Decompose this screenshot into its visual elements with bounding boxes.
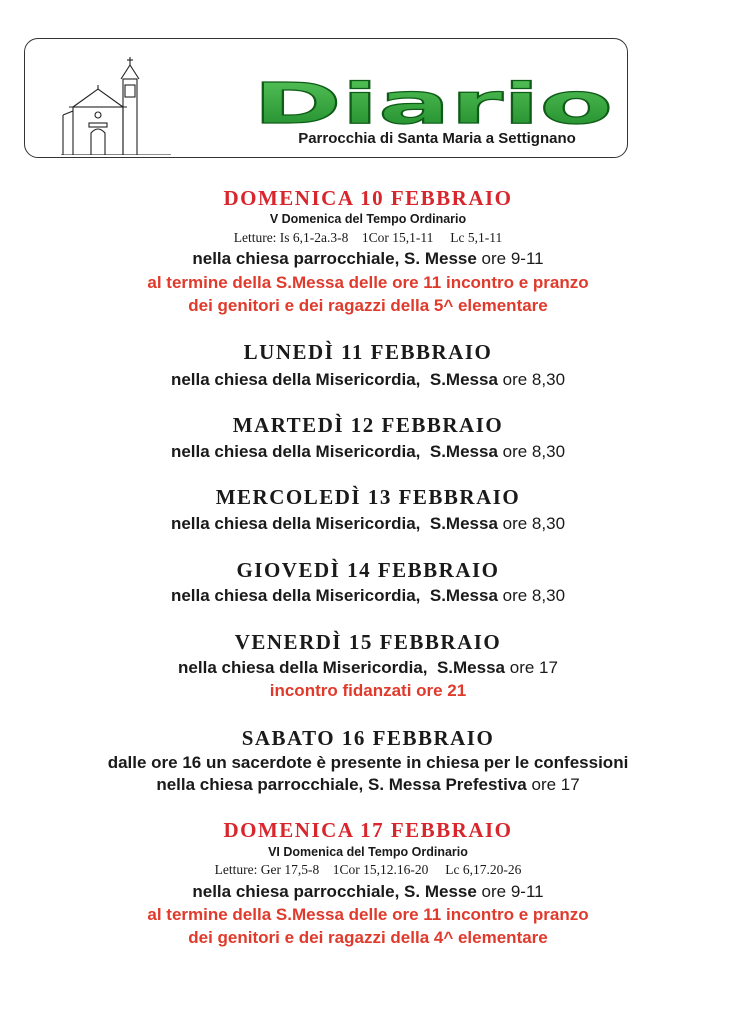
confession-line: dalle ore 16 un sacerdote è presente in chiesa per le confessioni bbox=[107, 753, 629, 772]
liturgy-label: V Domenica del Tempo Ordinario bbox=[269, 212, 467, 226]
reading-3: Lc 5,1-11 bbox=[450, 230, 503, 245]
note-line: al termine della S.Messa delle ore 11 incontro e pranzo bbox=[147, 905, 589, 924]
mass-time: ore 17 bbox=[531, 775, 580, 794]
mass-place: nella chiesa della Misericordia, bbox=[170, 586, 421, 605]
mass-time: ore 9-11 bbox=[481, 249, 544, 268]
mass-place: nella chiesa parrocchiale, S. Messe bbox=[192, 882, 477, 901]
mass-place: nella chiesa parrocchiale, S. Messe bbox=[192, 249, 477, 268]
note-line: al termine della S.Messa delle ore 11 incontro e pranzo bbox=[147, 273, 589, 292]
note-line: dei genitori e dei ragazzi della 4^ elementare bbox=[188, 928, 548, 947]
day-heading: LUNEDÌ 11 FEBBRAIO bbox=[243, 340, 493, 364]
note-line: dei genitori e dei ragazzi della 5^ elementare bbox=[188, 296, 548, 315]
mass-time: ore 17 bbox=[509, 658, 558, 677]
mass-place: nella chiesa della Misericordia, bbox=[170, 514, 421, 533]
mass-label: S.Messa bbox=[429, 514, 498, 533]
day-heading: DOMENICA 17 FEBBRAIO bbox=[223, 818, 513, 842]
header-box bbox=[24, 38, 628, 158]
mass-label: S.Messa bbox=[436, 658, 505, 677]
mass-line bbox=[0, 370, 736, 390]
mass-line bbox=[0, 442, 736, 462]
mass-time: ore 8,30 bbox=[502, 586, 566, 605]
mass-label: S.Messa bbox=[429, 586, 498, 605]
mass-line bbox=[0, 586, 736, 606]
mass-time: ore 9-11 bbox=[481, 882, 544, 901]
day-heading: GIOVEDÌ 14 FEBBRAIO bbox=[236, 558, 500, 582]
mass-time: ore 8,30 bbox=[502, 442, 566, 461]
day-heading: VENERDÌ 15 FEBBRAIO bbox=[234, 630, 502, 654]
liturgy-label: VI Domenica del Tempo Ordinario bbox=[268, 845, 468, 859]
reading-2: 1Cor 15,1-11 bbox=[361, 230, 434, 245]
mass-place: nella chiesa della Misericordia, bbox=[178, 658, 428, 677]
mass-time: ore 8,30 bbox=[502, 514, 566, 533]
reading-1: Letture: Is 6,1-2a.3-8 bbox=[233, 230, 349, 245]
mass-label: S.Messa bbox=[429, 442, 498, 461]
mass-place: nella chiesa parrocchiale, S. Messa Prefestiva bbox=[156, 775, 527, 794]
mass-line bbox=[0, 658, 736, 678]
mass-label: S.Messa bbox=[429, 370, 498, 389]
mass-line bbox=[0, 514, 736, 534]
mass-place: nella chiesa della Misericordia, bbox=[170, 442, 421, 461]
reading-2: 1Cor 15,12.16-20 bbox=[332, 862, 429, 877]
title-text: Diario bbox=[253, 79, 613, 137]
reading-1: Letture: Ger 17,5-8 bbox=[214, 862, 320, 877]
readings-line bbox=[0, 862, 736, 878]
mass-line bbox=[0, 775, 736, 795]
parish-subtitle: Parrocchia di Santa Maria a Settignano bbox=[298, 130, 576, 147]
mass-line bbox=[0, 882, 736, 902]
day-heading: SABATO 16 FEBBRAIO bbox=[241, 726, 495, 750]
note-line: incontro fidanzati ore 21 bbox=[269, 681, 467, 700]
day-heading: MARTEDÌ 12 FEBBRAIO bbox=[232, 413, 504, 437]
day-heading: MERCOLEDÌ 13 FEBBRAIO bbox=[215, 485, 521, 509]
mass-line bbox=[0, 249, 736, 269]
mass-time: ore 8,30 bbox=[502, 370, 566, 389]
readings-line bbox=[0, 230, 736, 246]
mass-place: nella chiesa della Misericordia, bbox=[170, 370, 421, 389]
day-heading: DOMENICA 10 FEBBRAIO bbox=[223, 186, 513, 210]
reading-3: Lc 6,17.20-26 bbox=[445, 862, 522, 877]
church-icon bbox=[61, 45, 171, 155]
